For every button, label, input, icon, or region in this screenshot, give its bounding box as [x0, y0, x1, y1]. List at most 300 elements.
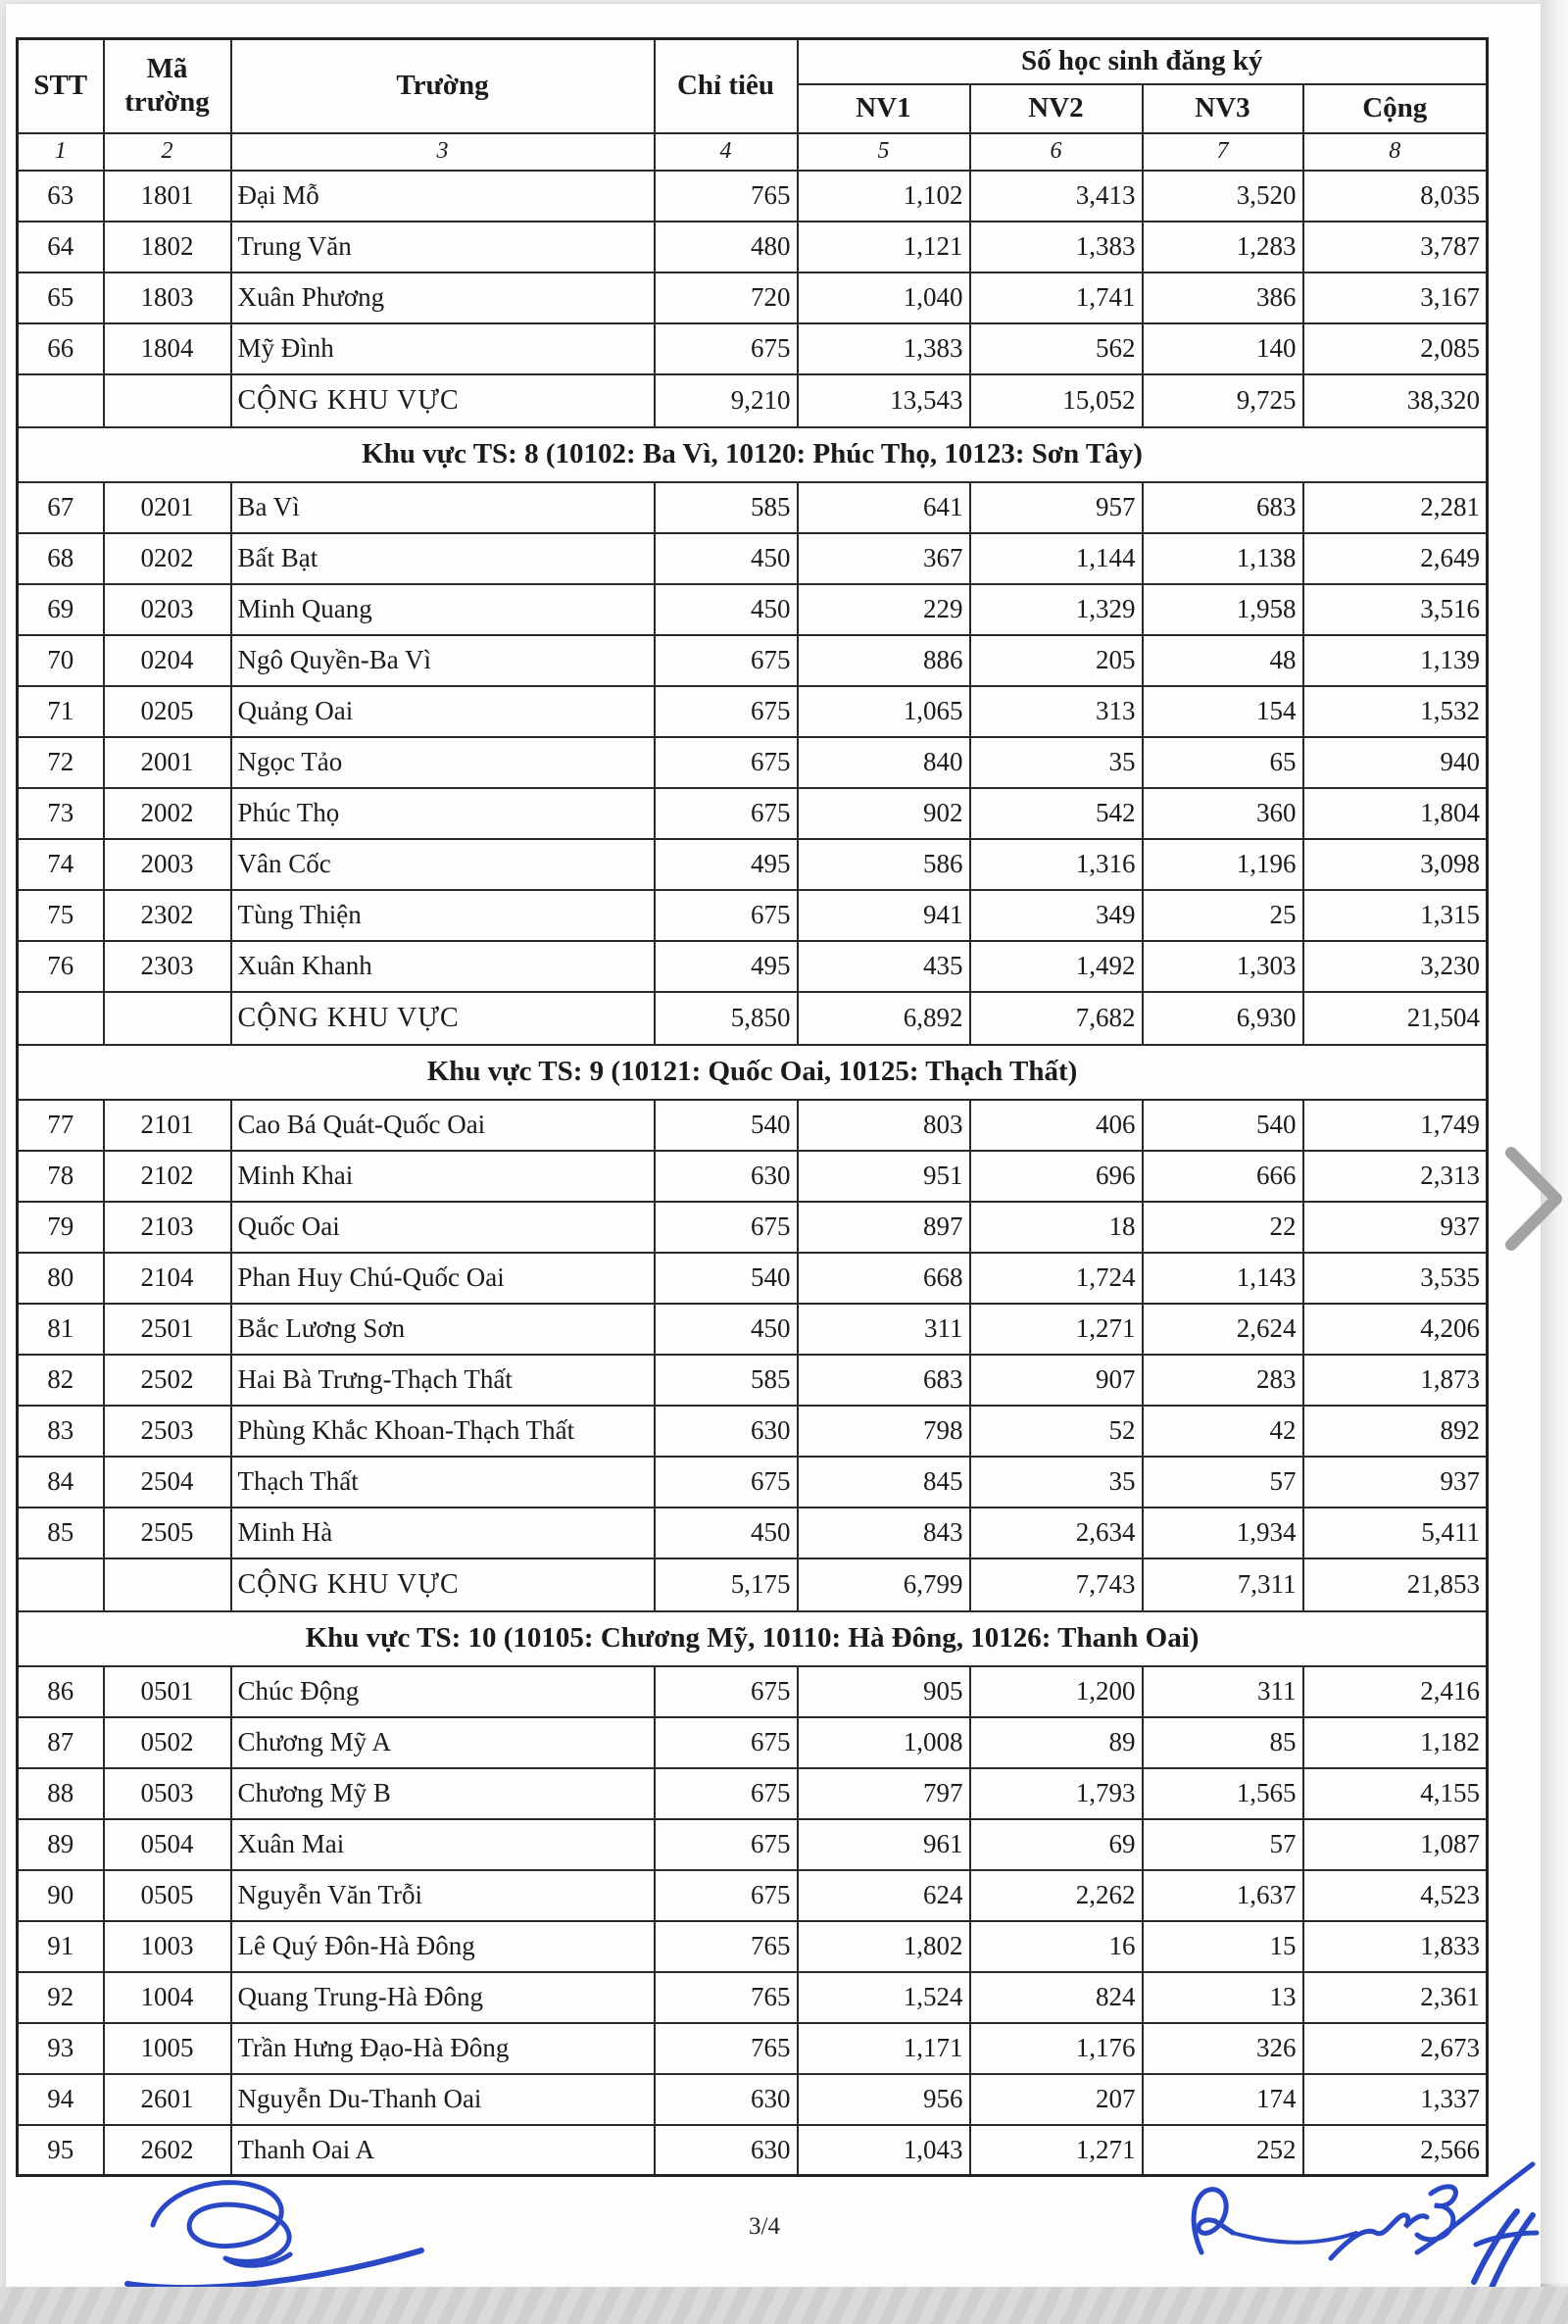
table-row — [18, 1508, 1488, 1558]
cell-nv1: 586 — [798, 839, 970, 890]
cell-school-name: Bắc Lương Sơn — [231, 1304, 655, 1355]
cell-total: 4,523 — [1303, 1870, 1488, 1921]
cell-total: 1,804 — [1303, 788, 1488, 839]
cell-nv3: 1,196 — [1143, 839, 1303, 890]
enrollment-table — [16, 37, 1489, 2177]
cell-quota: 450 — [655, 1508, 798, 1558]
table-row — [18, 686, 1488, 737]
signature-right — [1164, 2143, 1556, 2304]
cell-total: 1,139 — [1303, 635, 1488, 686]
cell-nv3: 1,565 — [1143, 1768, 1303, 1819]
index-cell: 5 — [798, 133, 970, 171]
col-header-school-code: Mã trường — [104, 39, 231, 133]
cell-stt: 68 — [18, 533, 104, 584]
cell-school-code: 2302 — [104, 890, 231, 941]
cell-stt: 71 — [18, 686, 104, 737]
header-row-1 — [18, 39, 1488, 84]
table-row — [18, 1151, 1488, 1202]
cell-school-code: 0501 — [104, 1666, 231, 1717]
cell-total: 4,206 — [1303, 1304, 1488, 1355]
cell-nv1: 229 — [798, 584, 970, 635]
cell-quota: 765 — [655, 2023, 798, 2074]
table-row — [18, 2074, 1488, 2125]
cell-stt: 81 — [18, 1304, 104, 1355]
cell-quota: 5,850 — [655, 992, 798, 1045]
cell-school-code: 2002 — [104, 788, 231, 839]
cell-school-code: 2502 — [104, 1355, 231, 1406]
col-header-stt: STT — [18, 39, 104, 133]
cell-nv3: 3,520 — [1143, 171, 1303, 222]
cell-nv3: 360 — [1143, 788, 1303, 839]
cell-quota: 675 — [655, 1768, 798, 1819]
cell-nv3: 283 — [1143, 1355, 1303, 1406]
cell-nv2: 957 — [970, 482, 1143, 533]
cell-nv3: 13 — [1143, 1972, 1303, 2023]
cell-stt: 90 — [18, 1870, 104, 1921]
cell-nv3: 311 — [1143, 1666, 1303, 1717]
cell-nv2: 1,741 — [970, 272, 1143, 323]
cell-quota: 450 — [655, 533, 798, 584]
cell-school-code: 0503 — [104, 1768, 231, 1819]
cell-quota: 675 — [655, 323, 798, 374]
cell-nv1: 845 — [798, 1457, 970, 1508]
cell-stt: 85 — [18, 1508, 104, 1558]
cell-quota: 675 — [655, 635, 798, 686]
cell-nv1: 941 — [798, 890, 970, 941]
table-row — [18, 1921, 1488, 1972]
table-row — [18, 323, 1488, 374]
cell-quota: 540 — [655, 1100, 798, 1151]
cell-nv2: 15,052 — [970, 374, 1143, 427]
cell-school-code: 1005 — [104, 2023, 231, 2074]
cell-total: 940 — [1303, 737, 1488, 788]
cell-nv2: 313 — [970, 686, 1143, 737]
cell-stt: 70 — [18, 635, 104, 686]
cell-nv3: 7,311 — [1143, 1558, 1303, 1611]
table-row — [18, 1253, 1488, 1304]
cell-nv1: 683 — [798, 1355, 970, 1406]
cell-nv3: 48 — [1143, 635, 1303, 686]
cell-total: 3,230 — [1303, 941, 1488, 992]
cell-stt: 94 — [18, 2074, 104, 2125]
cell-school-code: 0204 — [104, 635, 231, 686]
cell-school-name: Tùng Thiện — [231, 890, 655, 941]
table-row — [18, 1304, 1488, 1355]
cell-school-name: Bất Bạt — [231, 533, 655, 584]
cell-nv1: 951 — [798, 1151, 970, 1202]
index-cell: 2 — [104, 133, 231, 171]
table-row — [18, 171, 1488, 222]
cell-school-name: Phúc Thọ — [231, 788, 655, 839]
cell-school-code: 2601 — [104, 2074, 231, 2125]
table-row — [18, 1355, 1488, 1406]
cell-total: 2,649 — [1303, 533, 1488, 584]
cell-total: 3,098 — [1303, 839, 1488, 890]
cell-school-code: 1803 — [104, 272, 231, 323]
cell-total: 3,167 — [1303, 272, 1488, 323]
cell-school-name: Trần Hưng Đạo-Hà Đông — [231, 2023, 655, 2074]
col-header-quota: Chỉ tiêu — [655, 39, 798, 133]
cell-school-code: 0202 — [104, 533, 231, 584]
cell-nv1: 1,171 — [798, 2023, 970, 2074]
cell-school-code: 2504 — [104, 1457, 231, 1508]
cell-nv3: 9,725 — [1143, 374, 1303, 427]
cell-nv2: 1,492 — [970, 941, 1143, 992]
cell-stt: 65 — [18, 272, 104, 323]
cell-total: 1,749 — [1303, 1100, 1488, 1151]
cell-quota: 630 — [655, 1151, 798, 1202]
table-row — [18, 737, 1488, 788]
cell-nv2: 1,200 — [970, 1666, 1143, 1717]
cell-total: 5,411 — [1303, 1508, 1488, 1558]
cell-nv3: 6,930 — [1143, 992, 1303, 1045]
cell-total: 937 — [1303, 1202, 1488, 1253]
table-row — [18, 272, 1488, 323]
cell-nv1: 797 — [798, 1768, 970, 1819]
cell-total: 937 — [1303, 1457, 1488, 1508]
cell-school-name: Ba Vì — [231, 482, 655, 533]
cell-school-name: Minh Hà — [231, 1508, 655, 1558]
index-cell: 8 — [1303, 133, 1488, 171]
cell-nv1: 6,799 — [798, 1558, 970, 1611]
cell-nv1: 668 — [798, 1253, 970, 1304]
cell-school-code: 2602 — [104, 2125, 231, 2176]
section-title: Khu vực TS: 9 (10121: Quốc Oai, 10125: Thạch Thất) — [18, 1045, 1488, 1100]
cell-school-name: Quảng Oai — [231, 686, 655, 737]
cell-nv1: 956 — [798, 2074, 970, 2125]
table-row — [18, 941, 1488, 992]
cell-total: 1,337 — [1303, 2074, 1488, 2125]
cell-nv1: 1,524 — [798, 1972, 970, 2023]
cell-school-code — [104, 992, 231, 1045]
cell-total: 21,853 — [1303, 1558, 1488, 1611]
cell-nv1: 961 — [798, 1819, 970, 1870]
cell-school-name: Chương Mỹ A — [231, 1717, 655, 1768]
cell-nv1: 803 — [798, 1100, 970, 1151]
cell-nv2: 824 — [970, 1972, 1143, 2023]
summary-label: CỘNG KHU VỰC — [231, 992, 655, 1045]
page-number: 3/4 — [749, 2213, 780, 2240]
cell-nv3: 85 — [1143, 1717, 1303, 1768]
cell-school-name: Nguyễn Văn Trỗi — [231, 1870, 655, 1921]
cell-school-code: 0505 — [104, 1870, 231, 1921]
cell-nv3: 1,934 — [1143, 1508, 1303, 1558]
table-header — [18, 39, 1488, 171]
cell-school-name: Nguyễn Du-Thanh Oai — [231, 2074, 655, 2125]
cell-nv2: 18 — [970, 1202, 1143, 1253]
cell-quota: 630 — [655, 1406, 798, 1457]
cell-nv2: 35 — [970, 737, 1143, 788]
col-header-cong: Cộng — [1303, 84, 1488, 133]
cell-nv2: 2,262 — [970, 1870, 1143, 1921]
section-header-row — [18, 427, 1488, 482]
cell-nv3: 174 — [1143, 2074, 1303, 2125]
cell-school-name: Vân Cốc — [231, 839, 655, 890]
table-row — [18, 1870, 1488, 1921]
cell-nv3: 252 — [1143, 2125, 1303, 2176]
cell-nv2: 696 — [970, 1151, 1143, 1202]
cell-total: 2,416 — [1303, 1666, 1488, 1717]
cell-nv3: 65 — [1143, 737, 1303, 788]
cell-nv1: 840 — [798, 737, 970, 788]
scan-bottom-shadow — [0, 2287, 1568, 2324]
cell-nv1: 624 — [798, 1870, 970, 1921]
cell-stt — [18, 1558, 104, 1611]
summary-label: CỘNG KHU VỰC — [231, 1558, 655, 1611]
cell-total: 2,313 — [1303, 1151, 1488, 1202]
cell-stt: 67 — [18, 482, 104, 533]
cell-quota: 675 — [655, 890, 798, 941]
cell-school-name: Lê Quý Đôn-Hà Đông — [231, 1921, 655, 1972]
cell-quota: 450 — [655, 584, 798, 635]
cell-school-code: 2104 — [104, 1253, 231, 1304]
cell-stt: 80 — [18, 1253, 104, 1304]
table-row — [18, 635, 1488, 686]
table-row — [18, 1972, 1488, 2023]
cell-nv1: 843 — [798, 1508, 970, 1558]
cell-quota: 480 — [655, 222, 798, 272]
col-header-nv2: NV2 — [970, 84, 1143, 133]
cell-nv3: 25 — [1143, 890, 1303, 941]
index-cell: 4 — [655, 133, 798, 171]
cell-nv3: 57 — [1143, 1457, 1303, 1508]
cell-total: 1,182 — [1303, 1717, 1488, 1768]
cell-stt: 87 — [18, 1717, 104, 1768]
cell-stt: 92 — [18, 1972, 104, 2023]
cell-nv1: 1,008 — [798, 1717, 970, 1768]
cell-nv2: 1,176 — [970, 2023, 1143, 2074]
section-title: Khu vực TS: 10 (10105: Chương Mỹ, 10110: Hà Đông, 10126: Thanh Oai) — [18, 1611, 1488, 1666]
cell-nv1: 1,121 — [798, 222, 970, 272]
cell-total: 1,833 — [1303, 1921, 1488, 1972]
cell-school-name: Quốc Oai — [231, 1202, 655, 1253]
cell-total: 3,787 — [1303, 222, 1488, 272]
cell-school-code: 2505 — [104, 1508, 231, 1558]
cell-nv2: 7,743 — [970, 1558, 1143, 1611]
cell-total: 1,532 — [1303, 686, 1488, 737]
cell-nv3: 140 — [1143, 323, 1303, 374]
summary-row — [18, 992, 1488, 1045]
cell-school-name: Ngọc Tảo — [231, 737, 655, 788]
cell-stt: 83 — [18, 1406, 104, 1457]
cell-nv2: 205 — [970, 635, 1143, 686]
cell-quota: 765 — [655, 1921, 798, 1972]
cell-school-code: 1003 — [104, 1921, 231, 1972]
index-cell: 6 — [970, 133, 1143, 171]
cell-quota: 9,210 — [655, 374, 798, 427]
cell-school-name: Chúc Động — [231, 1666, 655, 1717]
cell-school-name: Xuân Khanh — [231, 941, 655, 992]
cell-stt: 69 — [18, 584, 104, 635]
cell-nv1: 1,065 — [798, 686, 970, 737]
cell-nv1: 435 — [798, 941, 970, 992]
cell-school-name: Chương Mỹ B — [231, 1768, 655, 1819]
cell-stt: 89 — [18, 1819, 104, 1870]
cell-school-name: Cao Bá Quát-Quốc Oai — [231, 1100, 655, 1151]
cell-nv2: 35 — [970, 1457, 1143, 1508]
cell-quota: 675 — [655, 1819, 798, 1870]
table-row — [18, 222, 1488, 272]
cell-quota: 540 — [655, 1253, 798, 1304]
cell-nv2: 1,793 — [970, 1768, 1143, 1819]
cell-quota: 765 — [655, 171, 798, 222]
cell-quota: 720 — [655, 272, 798, 323]
section-header-row — [18, 1045, 1488, 1100]
cell-nv1: 798 — [798, 1406, 970, 1457]
cell-nv2: 89 — [970, 1717, 1143, 1768]
section-title: Khu vực TS: 8 (10102: Ba Vì, 10120: Phúc Thọ, 10123: Sơn Tây) — [18, 427, 1488, 482]
table-row — [18, 1666, 1488, 1717]
cell-total: 8,035 — [1303, 171, 1488, 222]
index-cell: 7 — [1143, 133, 1303, 171]
cell-total: 1,315 — [1303, 890, 1488, 941]
cell-nv1: 1,383 — [798, 323, 970, 374]
cell-school-name: Xuân Mai — [231, 1819, 655, 1870]
cell-total: 1,873 — [1303, 1355, 1488, 1406]
cell-quota: 675 — [655, 1717, 798, 1768]
cell-school-name: Thanh Oai A — [231, 2125, 655, 2176]
table-row — [18, 482, 1488, 533]
cell-nv3: 683 — [1143, 482, 1303, 533]
cell-school-code: 1804 — [104, 323, 231, 374]
table-body — [18, 171, 1488, 2176]
cell-quota: 675 — [655, 1457, 798, 1508]
cell-stt: 77 — [18, 1100, 104, 1151]
index-cell: 3 — [231, 133, 655, 171]
cell-nv2: 16 — [970, 1921, 1143, 1972]
cell-stt: 72 — [18, 737, 104, 788]
summary-row — [18, 1558, 1488, 1611]
cell-total: 2,085 — [1303, 323, 1488, 374]
cell-total: 21,504 — [1303, 992, 1488, 1045]
cell-quota: 675 — [655, 737, 798, 788]
cell-school-name: Minh Quang — [231, 584, 655, 635]
column-index-row — [18, 133, 1488, 171]
cell-nv1: 902 — [798, 788, 970, 839]
cell-nv3: 1,283 — [1143, 222, 1303, 272]
cell-nv3: 42 — [1143, 1406, 1303, 1457]
cell-school-code: 2001 — [104, 737, 231, 788]
cell-nv1: 897 — [798, 1202, 970, 1253]
cell-stt — [18, 992, 104, 1045]
cell-nv3: 1,303 — [1143, 941, 1303, 992]
cell-school-code: 2303 — [104, 941, 231, 992]
cell-stt: 84 — [18, 1457, 104, 1508]
cell-stt: 95 — [18, 2125, 104, 2176]
cell-school-name: Đại Mỗ — [231, 171, 655, 222]
cell-quota: 675 — [655, 1202, 798, 1253]
cell-nv3: 15 — [1143, 1921, 1303, 1972]
cell-nv3: 666 — [1143, 1151, 1303, 1202]
cell-nv1: 641 — [798, 482, 970, 533]
col-header-nv3: NV3 — [1143, 84, 1303, 133]
cell-school-code: 2103 — [104, 1202, 231, 1253]
cell-nv2: 1,271 — [970, 2125, 1143, 2176]
table-row — [18, 2023, 1488, 2074]
cell-total: 3,516 — [1303, 584, 1488, 635]
cell-quota: 675 — [655, 1870, 798, 1921]
cell-stt: 64 — [18, 222, 104, 272]
signature-left — [116, 2164, 439, 2297]
cell-school-name: Trung Văn — [231, 222, 655, 272]
cell-school-code: 2101 — [104, 1100, 231, 1151]
cell-nv1: 311 — [798, 1304, 970, 1355]
cell-total: 2,281 — [1303, 482, 1488, 533]
cell-nv1: 1,802 — [798, 1921, 970, 1972]
cell-quota: 495 — [655, 839, 798, 890]
cell-total: 38,320 — [1303, 374, 1488, 427]
cell-nv3: 1,958 — [1143, 584, 1303, 635]
cell-school-code: 1004 — [104, 1972, 231, 2023]
table-row — [18, 1100, 1488, 1151]
cell-school-name: Thạch Thất — [231, 1457, 655, 1508]
cell-nv1: 1,040 — [798, 272, 970, 323]
cell-nv3: 1,138 — [1143, 533, 1303, 584]
summary-label: CỘNG KHU VỰC — [231, 374, 655, 427]
table-row — [18, 584, 1488, 635]
cell-school-code: 0203 — [104, 584, 231, 635]
cell-school-name: Quang Trung-Hà Đông — [231, 1972, 655, 2023]
cell-stt: 73 — [18, 788, 104, 839]
cell-nv2: 1,383 — [970, 222, 1143, 272]
table-row — [18, 533, 1488, 584]
cell-school-code: 1801 — [104, 171, 231, 222]
cell-school-name: Mỹ Đình — [231, 323, 655, 374]
cell-school-code: 0201 — [104, 482, 231, 533]
cell-nv2: 7,682 — [970, 992, 1143, 1045]
cell-school-code: 0205 — [104, 686, 231, 737]
cell-stt: 91 — [18, 1921, 104, 1972]
cell-total: 892 — [1303, 1406, 1488, 1457]
cell-quota: 585 — [655, 1355, 798, 1406]
cell-school-code: 0504 — [104, 1819, 231, 1870]
cell-nv1: 886 — [798, 635, 970, 686]
cell-nv2: 2,634 — [970, 1508, 1143, 1558]
cell-stt: 76 — [18, 941, 104, 992]
table-row — [18, 1819, 1488, 1870]
cell-nv1: 905 — [798, 1666, 970, 1717]
page-right-edge — [1541, 0, 1568, 2284]
cell-total: 2,361 — [1303, 1972, 1488, 2023]
cell-nv2: 1,329 — [970, 584, 1143, 635]
cell-quota: 585 — [655, 482, 798, 533]
next-page-arrow[interactable] — [1503, 1145, 1566, 1253]
cell-quota: 765 — [655, 1972, 798, 2023]
cell-school-code: 0502 — [104, 1717, 231, 1768]
cell-quota: 5,175 — [655, 1558, 798, 1611]
cell-nv2: 1,724 — [970, 1253, 1143, 1304]
cell-nv1: 13,543 — [798, 374, 970, 427]
cell-school-name: Xuân Phương — [231, 272, 655, 323]
cell-stt: 88 — [18, 1768, 104, 1819]
cell-stt: 75 — [18, 890, 104, 941]
cell-stt: 79 — [18, 1202, 104, 1253]
cell-stt: 93 — [18, 2023, 104, 2074]
index-cell: 1 — [18, 133, 104, 171]
cell-total: 1,087 — [1303, 1819, 1488, 1870]
cell-school-name: Ngô Quyền-Ba Vì — [231, 635, 655, 686]
cell-school-code: 2503 — [104, 1406, 231, 1457]
table-row — [18, 839, 1488, 890]
cell-total: 2,673 — [1303, 2023, 1488, 2074]
cell-stt: 66 — [18, 323, 104, 374]
cell-nv2: 69 — [970, 1819, 1143, 1870]
cell-school-code: 2003 — [104, 839, 231, 890]
cell-quota: 450 — [655, 1304, 798, 1355]
cell-school-code — [104, 1558, 231, 1611]
cell-nv3: 2,624 — [1143, 1304, 1303, 1355]
table-row — [18, 1768, 1488, 1819]
